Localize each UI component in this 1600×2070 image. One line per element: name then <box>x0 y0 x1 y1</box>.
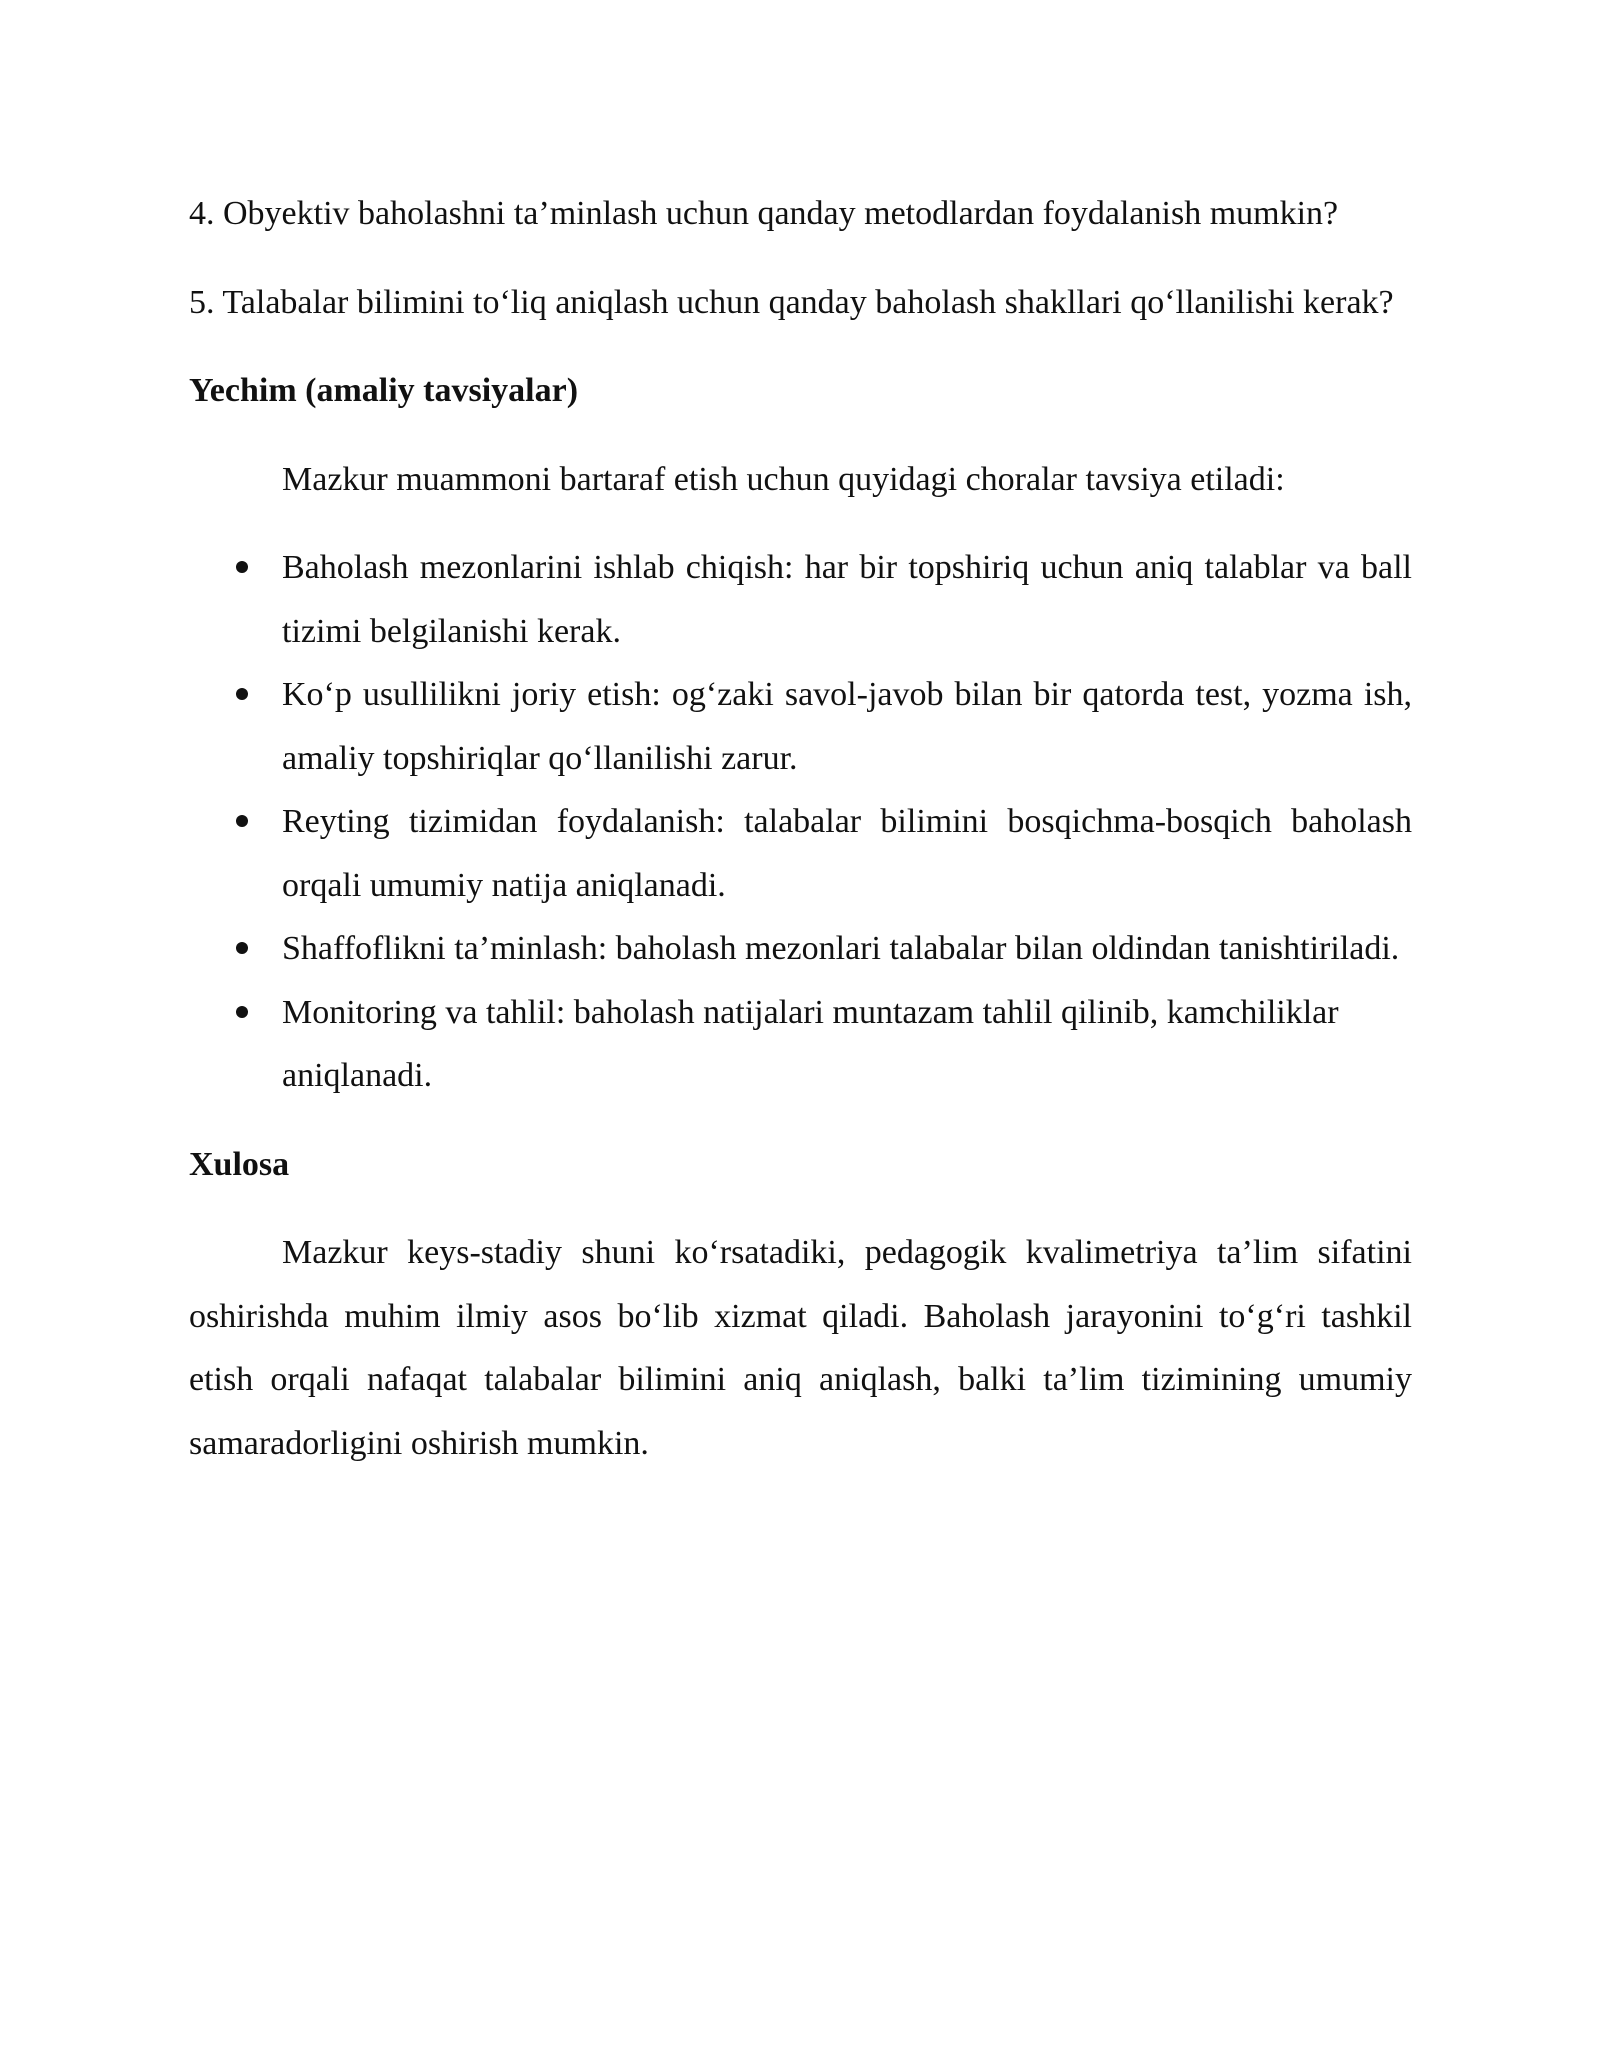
bullet-dot-icon <box>236 942 248 954</box>
list-item <box>189 790 1412 917</box>
document-body <box>189 182 1412 1475</box>
solution-intro: Mazkur muammoni bartaraf etish uchun quyidagi choralar tavsiya etiladi: <box>282 460 1285 498</box>
list-item <box>189 981 1412 1108</box>
list-item-text: Shaffoflikni ta’minlash: baholash mezonlari talabalar bilan oldindan tanishtiriladi. <box>282 930 1400 967</box>
list-item-text: Monitoring va tahlil: baholash natijalari muntazam tahlil qilinib, kamchiliklar aniqlanadi. <box>282 993 1339 1094</box>
question-5: 5. Talabalar bilimini to‘liq aniqlash uchun qanday baholash shakllari qo‘llanilishi kerak? <box>189 283 1394 321</box>
conclusion-paragraph: Mazkur keys-stadiy shuni ko‘rsatadiki, pedagogik kvalimetriya ta’lim sifatini oshirishda muhim ilmiy asos bo‘lib xizmat qiladi. Baholash jarayonini to‘g‘ri tashkil etish orqali nafaqat talabalar bilimini aniq aniqlash, balki ta’lim tizimining umumiy samaradorligini oshirish mumkin. <box>189 1234 1412 1462</box>
list-item-text: Ko‘p usullilikni joriy etish: og‘zaki savol-javob bilan bir qatorda test, yozma ish, amaliy topshiriqlar qo‘llanilishi zarur. <box>282 676 1412 777</box>
conclusion-heading: Xulosa <box>189 1145 290 1183</box>
bullet-dot-icon <box>236 688 248 700</box>
solution-heading: Yechim (amaliy tavsiyalar) <box>189 372 579 409</box>
question-4: 4. Obyektiv baholashni ta’minlash uchun qanday metodlardan foydalanish mumkin? <box>189 195 1339 232</box>
list-item <box>189 536 1412 663</box>
list-item-text: Reyting tizimidan foydalanish: talabalar bilimini bosqichma-bosqich baholash orqali umumiy natija aniqlanadi. <box>282 803 1412 904</box>
bullet-dot-icon <box>236 1006 248 1018</box>
bullet-dot-icon <box>236 561 248 573</box>
recommendations-list <box>189 536 1412 1108</box>
list-item <box>189 663 1412 790</box>
list-item <box>189 917 1412 981</box>
bullet-dot-icon <box>236 815 248 827</box>
list-item-text: Baholash mezonlarini ishlab chiqish: har bir topshiriq uchun aniq talablar va ball tizimi belgilanishi kerak. <box>282 549 1412 650</box>
